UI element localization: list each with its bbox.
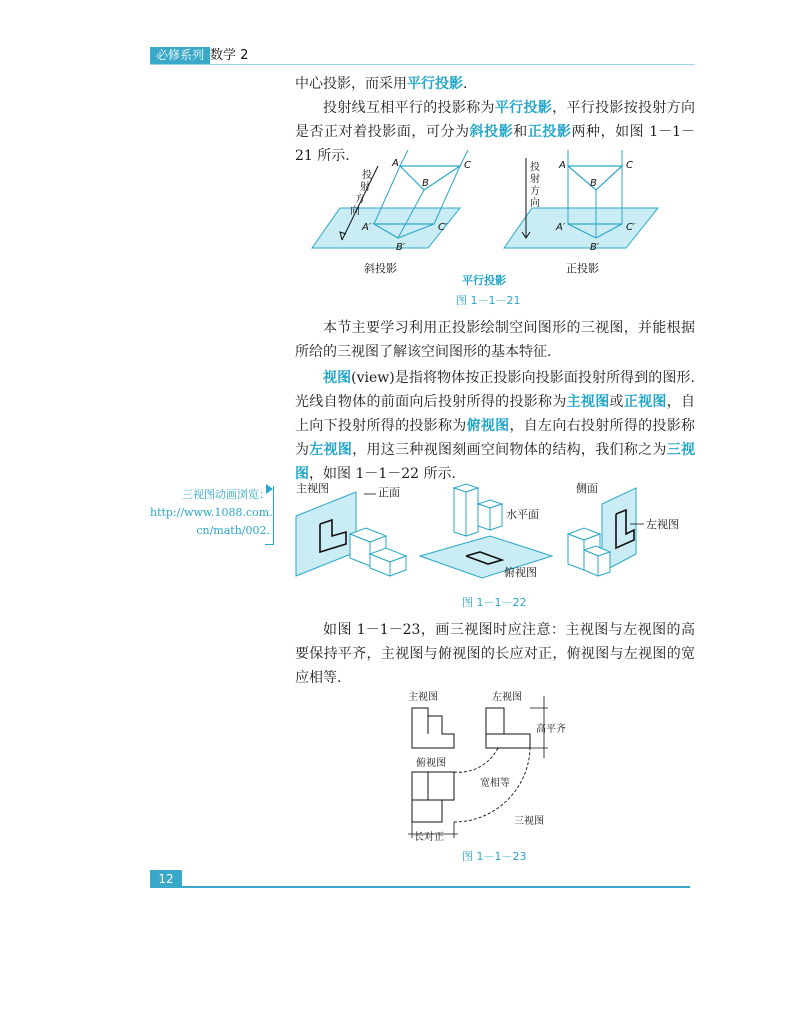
oblique-caption: 斜投影 xyxy=(364,262,397,275)
direction-label-1: 投 xyxy=(530,162,540,173)
front-plane xyxy=(296,492,356,576)
text: 两种，如图 1－1－21 所示. xyxy=(295,124,696,164)
paragraph-4 xyxy=(295,618,695,690)
left-view-label: 左视图 xyxy=(646,518,679,531)
text: (view)是指将物体按正投影向投影面投射所得到的图形.光线自物体的前面向后投射所得的投影称为 xyxy=(295,370,696,410)
direction-label-3: 方 xyxy=(355,194,365,205)
front-view-diagram xyxy=(296,482,406,576)
direction-label-3: 方 xyxy=(530,186,540,197)
figure-number: 图 1－1－23 xyxy=(462,850,527,863)
point-c: C xyxy=(626,160,633,171)
text: 投射线互相平行的投影称为 xyxy=(323,100,495,116)
front-view-box xyxy=(412,708,454,748)
text: 本节主要学习利用正投影绘制空间图形的三视图，并能根据所给的三视图了解该空间图形的基本特征. xyxy=(295,320,695,360)
term-view: 视图 xyxy=(323,370,352,386)
top-view-label: 俯视图 xyxy=(416,758,446,769)
figure-title: 平行投影 xyxy=(462,274,506,287)
height-equal-label: 高平齐 xyxy=(536,724,566,735)
point-a-prime: A′ xyxy=(362,222,372,233)
figure-1-1-21 xyxy=(300,150,680,308)
left-view-label: 左视图 xyxy=(492,692,522,703)
point-b-prime: B′ xyxy=(396,242,406,253)
left-view-diagram xyxy=(568,482,679,576)
text: ，如图 1－1－22 所示. xyxy=(309,466,456,482)
paragraph-3 xyxy=(295,366,695,486)
term-left-view: 左视图 xyxy=(309,442,353,458)
side-note-title: 三视图动画浏览： xyxy=(182,488,270,501)
point-c-prime: C′ xyxy=(438,222,448,233)
pointer-triangle-icon xyxy=(266,484,273,494)
term-parallel-projection: 平行投影 xyxy=(407,76,463,92)
term-front-view: 主视图 xyxy=(566,394,610,410)
text: . xyxy=(463,76,468,92)
paragraph-0 xyxy=(295,72,695,96)
text: ，自左向右投射所得的投影称为 xyxy=(295,418,696,458)
top-view-box xyxy=(412,772,454,822)
point-c: C xyxy=(464,160,471,171)
horizontal-plane-label: 水平面 xyxy=(506,508,539,521)
front-plane-label: 正面 xyxy=(378,486,400,499)
text: 中心投影，而采用 xyxy=(295,76,407,92)
direction-label-4: 向 xyxy=(350,206,360,217)
text: ，平行投影按投射方向是否正对着投影面，可分为 xyxy=(295,100,696,140)
point-b: B xyxy=(590,178,597,189)
side-plane-label: 侧面 xyxy=(576,482,598,495)
paragraph-2 xyxy=(295,316,695,364)
book-title: 数学 2 xyxy=(210,48,249,63)
figure-number: 图 1－1－21 xyxy=(456,294,521,307)
term-front-view-alt: 正视图 xyxy=(623,394,667,410)
header-divider xyxy=(150,64,695,65)
point-a-prime: A′ xyxy=(556,222,566,233)
text: 或 xyxy=(609,394,624,410)
direction-label-1: 投 xyxy=(362,170,372,181)
direction-label-4: 向 xyxy=(530,198,540,209)
three-views-label: 三视图 xyxy=(514,816,544,827)
length-equal-label: 长对正 xyxy=(414,832,444,843)
side-note xyxy=(150,486,273,540)
text: ，用这三种视图刻画空间物体的结构，我们称之为 xyxy=(352,442,667,458)
term-top-view: 俯视图 xyxy=(466,418,510,434)
point-a: A xyxy=(392,158,399,169)
front-view-label: 主视图 xyxy=(408,692,438,703)
top-view-label: 俯视图 xyxy=(504,566,537,579)
term-oblique-projection: 斜投影 xyxy=(469,124,514,140)
side-note-bracket xyxy=(265,486,274,545)
text: 如图 1－1－23，画三视图时应注意：主视图与左视图的高要保持平齐，主视图与俯视图的长应对正，俯视图与左视图的宽应相等. xyxy=(295,622,695,686)
term-three-views: 三视图 xyxy=(295,442,696,482)
side-note-url[interactable]: cn/math/002. xyxy=(196,524,270,537)
left-view-box xyxy=(486,708,530,748)
side-note-url[interactable]: http://www.1088.com. xyxy=(150,506,273,519)
top-view-diagram xyxy=(420,484,552,579)
direction-label-2: 射 xyxy=(530,174,540,185)
point-a: A xyxy=(559,160,566,171)
orthographic-projection-diagram xyxy=(504,150,658,275)
footer-divider xyxy=(182,886,690,888)
orthographic-caption: 正投影 xyxy=(566,262,599,275)
term-orthographic-projection: 正投影 xyxy=(527,124,572,140)
page-number: 12 xyxy=(150,870,182,888)
term-parallel-projection: 平行投影 xyxy=(494,100,553,116)
figure-1-1-23 xyxy=(400,686,570,866)
direction-label-2: 射 xyxy=(360,182,370,193)
width-equal-label: 宽相等 xyxy=(480,778,510,789)
series-tag: 必修系列 xyxy=(150,47,210,64)
figure-number: 图 1－1－22 xyxy=(462,596,527,609)
text: ，自上向下投射所得的投影称为 xyxy=(295,394,696,434)
point-c-prime: C′ xyxy=(626,222,636,233)
point-b-prime: B′ xyxy=(590,242,600,253)
figure-1-1-22 xyxy=(290,480,690,610)
width-arc xyxy=(454,748,498,772)
point-b: B xyxy=(422,178,429,189)
front-view-label: 主视图 xyxy=(296,482,329,495)
text: 和 xyxy=(513,124,528,140)
oblique-projection-diagram xyxy=(312,150,471,275)
